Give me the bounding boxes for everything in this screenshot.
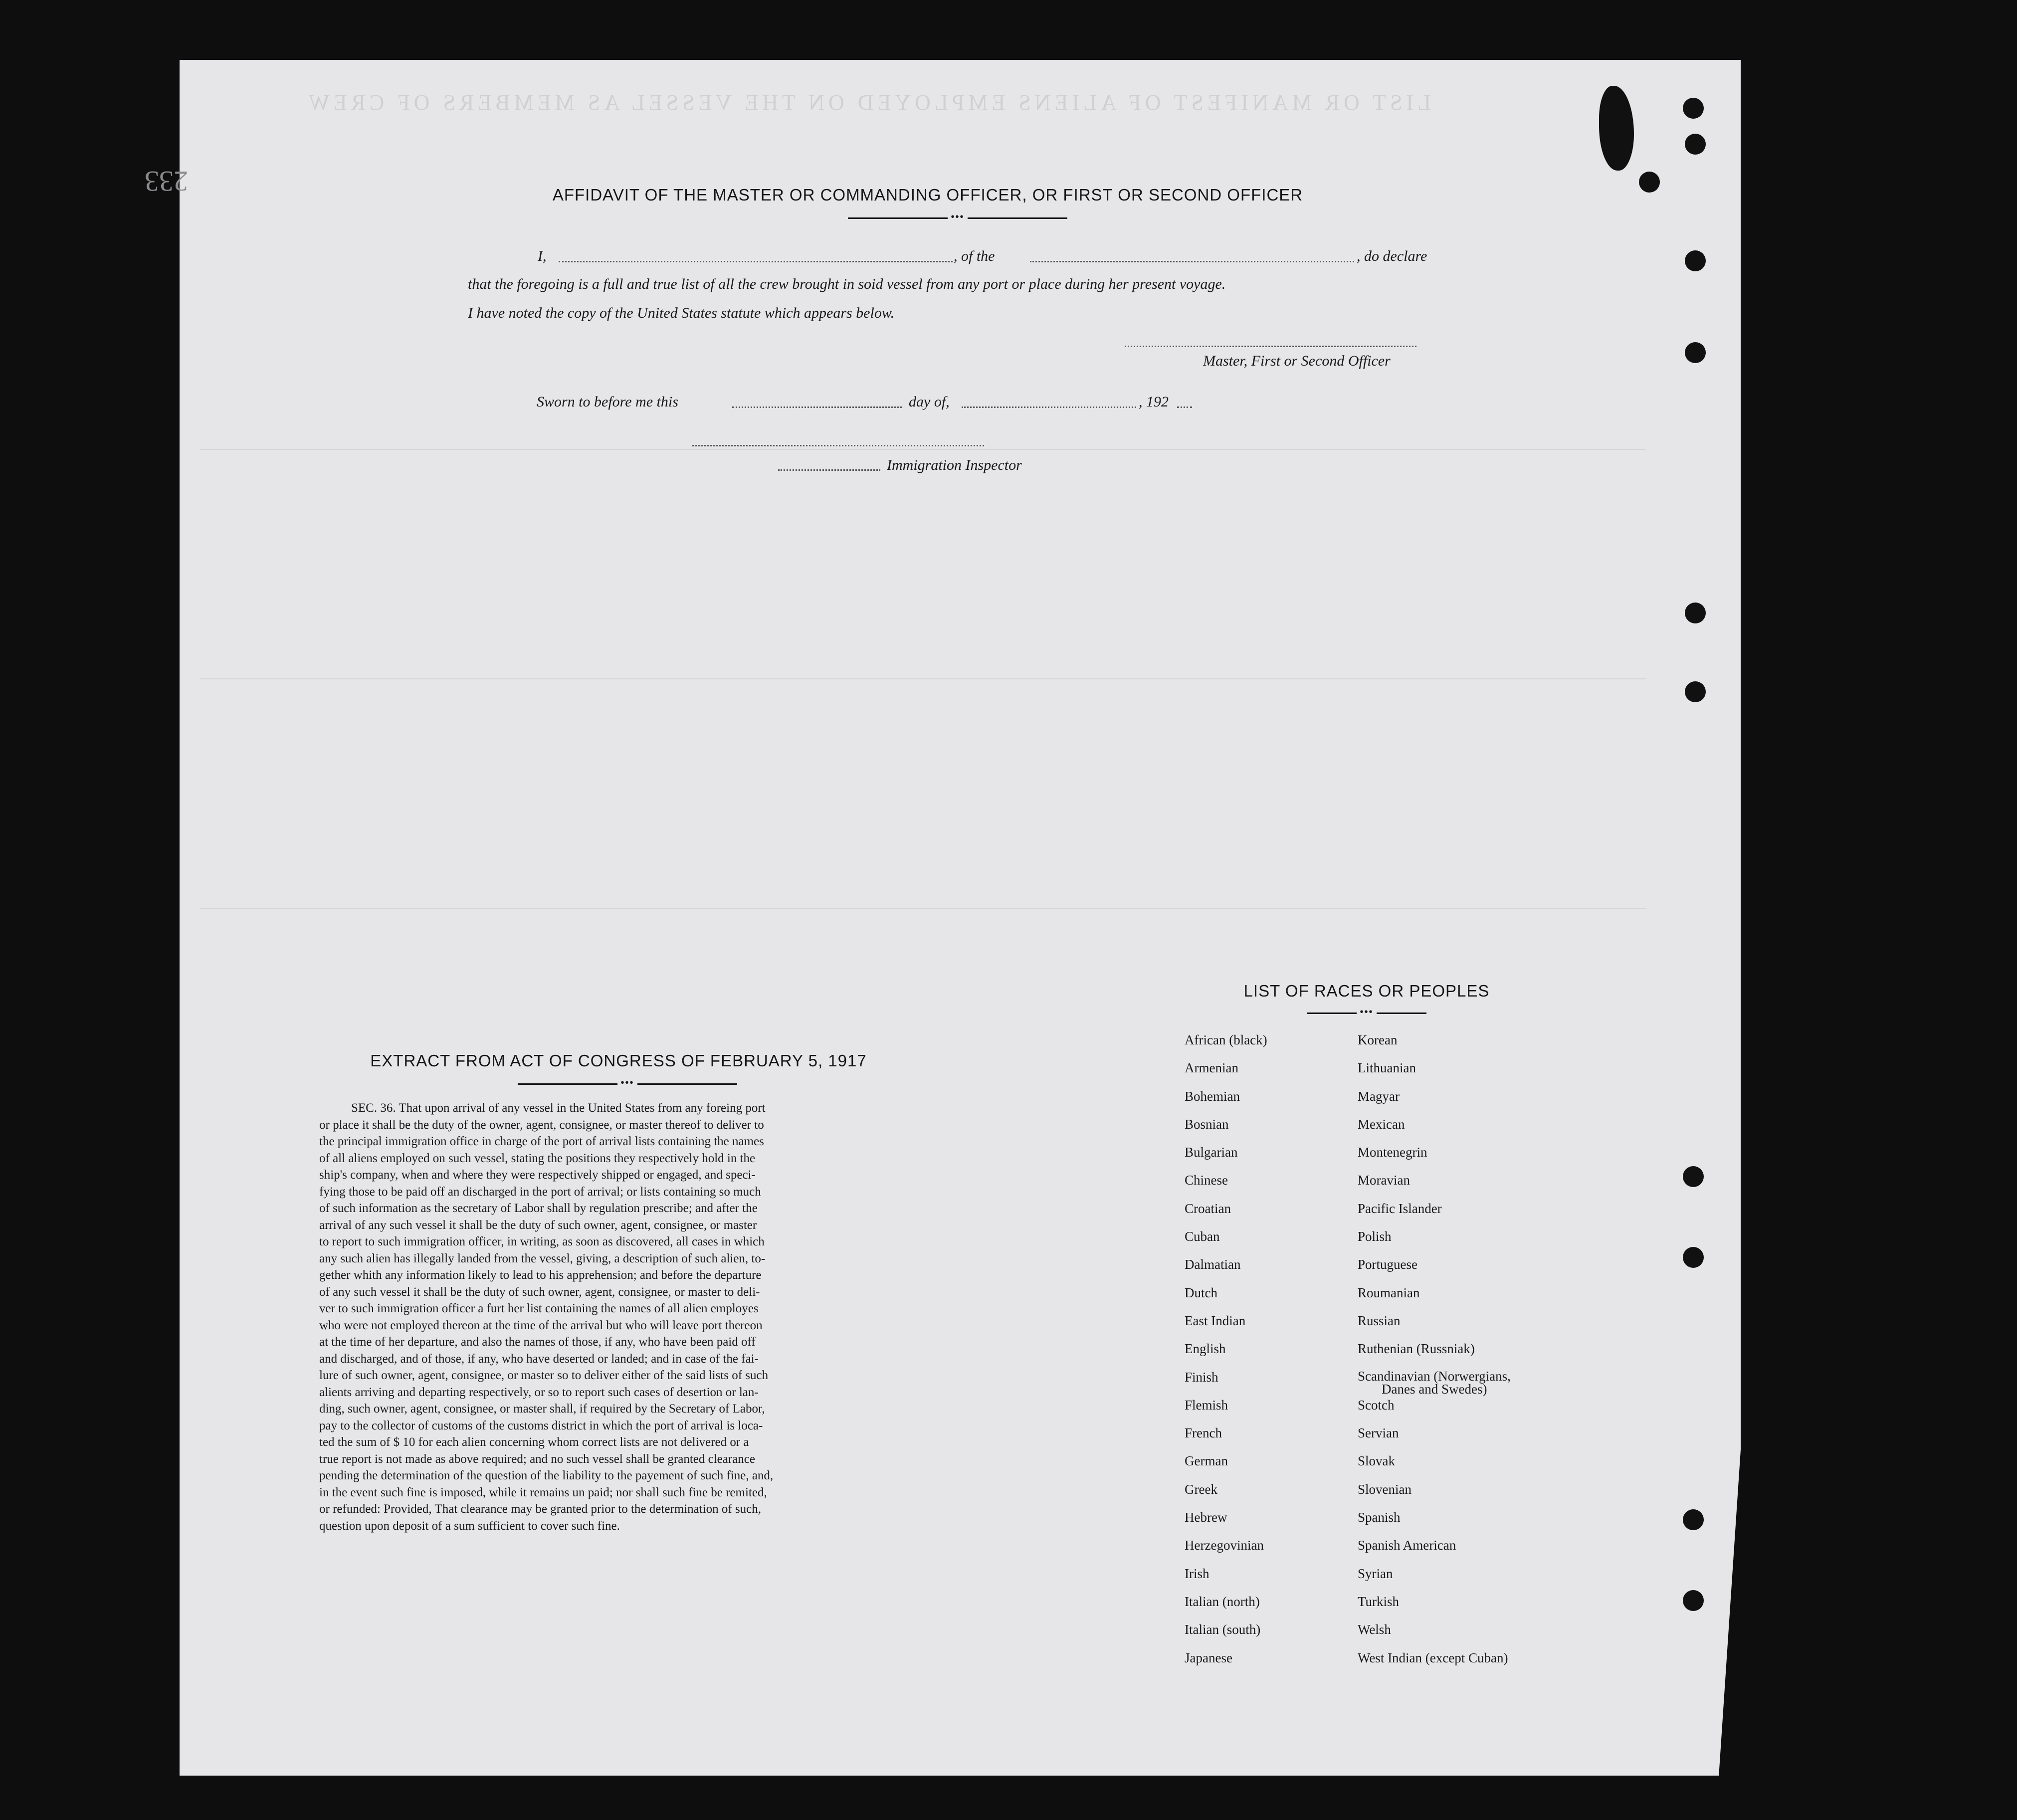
- extract-body: [319, 1100, 910, 1534]
- race-item: Italian (south): [1185, 1622, 1261, 1637]
- sworn-prefix: Sworn to before me this: [537, 394, 678, 410]
- race-item: Welsh: [1358, 1622, 1391, 1637]
- race-item: Portuguese: [1358, 1257, 1417, 1272]
- race-item: Turkish: [1358, 1594, 1400, 1609]
- race-item: Magyar: [1358, 1088, 1400, 1104]
- race-item: Hebrew: [1185, 1510, 1227, 1525]
- race-item: French: [1185, 1425, 1222, 1441]
- master-signature-field[interactable]: [1125, 346, 1416, 347]
- master-signature-label: Master, First or Second Officer: [1203, 353, 1391, 369]
- extract-line: of any such vessel it shall be the duty of such owner, agent, consignee, or master to deli-: [319, 1285, 760, 1299]
- sworn-month-field[interactable]: [962, 406, 1136, 408]
- race-item: African (black): [1185, 1032, 1267, 1047]
- extract-line: who were not employed thereon at the time of the arrival but who will leave port thereon: [319, 1318, 763, 1332]
- affidavit-title: AFFIDAVIT OF THE MASTER OR COMMANDING OFFICER, OR FIRST OR SECOND OFFICER: [552, 186, 1303, 204]
- extract-line: fying those to be paid off an discharged in the port of arrival; or lists containing so much: [319, 1185, 761, 1199]
- extract-line: in the event such fine is imposed, while it remains un paid; nor shall such fine be remited,: [319, 1485, 767, 1499]
- race-item: Pacific Islander: [1358, 1201, 1442, 1216]
- race-item: Slovenian: [1358, 1481, 1412, 1497]
- faint-rule: [200, 908, 1646, 909]
- race-item: Ruthenian (Russniak): [1358, 1341, 1475, 1357]
- extract-line: and discharged, and of those, if any, who have deserted or landed; and in case of the fai-: [319, 1352, 759, 1366]
- race-item: Mexican: [1358, 1116, 1405, 1132]
- affidavit-declare-label: , do declare: [1357, 248, 1427, 264]
- affidavit-statute-note: I have noted the copy of the United States statute which appears below.: [468, 305, 895, 321]
- binder-hole: [1685, 134, 1706, 155]
- race-item: Slovak: [1358, 1453, 1396, 1469]
- extract-line: ver to such immigration officer a furt her list containing the names of all alien employes: [319, 1302, 759, 1315]
- sworn-year-label: , 192: [1139, 394, 1169, 410]
- inspector-signature-field[interactable]: [778, 469, 880, 471]
- race-item: Armenian: [1185, 1060, 1238, 1076]
- race-item: Scotch: [1358, 1397, 1395, 1413]
- extract-line: true report is not made as above required; and no such vessel shall be granted clearance: [319, 1452, 755, 1466]
- race-item: Roumanian: [1358, 1285, 1420, 1300]
- race-item: Lithuanian: [1358, 1060, 1416, 1076]
- races-right-column: [1358, 1032, 1511, 1678]
- race-item: German: [1185, 1453, 1228, 1469]
- race-item: East Indian: [1185, 1313, 1246, 1328]
- race-item-continuation: Danes and Swedes): [1382, 1381, 1487, 1397]
- race-item: Spanish: [1358, 1510, 1401, 1525]
- page-number: 233: [145, 165, 188, 198]
- extract-line: ding, such owner, agent, consignee, or master shall, if required by the Secretary of Labor,: [319, 1402, 765, 1416]
- race-item: Cuban: [1185, 1229, 1220, 1244]
- race-item: Dalmatian: [1185, 1257, 1241, 1272]
- extract-line: of all aliens employed on such vessel, stating the positions they respectively hold in the: [319, 1151, 756, 1165]
- binder-hole: [1683, 98, 1704, 119]
- race-item-scandinavian: [1358, 1370, 1511, 1398]
- extract-line: pay to the collector of customs of the customs district in which the port of arrival is loca-: [319, 1418, 763, 1432]
- binder-hole: [1685, 342, 1706, 363]
- affidavit-i-label: I,: [538, 248, 547, 264]
- extract-line: the principal immigration office in charge of the port of arrival lists containing the names: [319, 1135, 764, 1148]
- extract-line: SEC. 36. That upon arrival of any vessel in the United States from any foreing port: [351, 1101, 766, 1115]
- binder-hole: [1683, 1509, 1704, 1530]
- inspector-signature-field[interactable]: [692, 445, 984, 446]
- race-item: Herzegovinian: [1185, 1538, 1264, 1553]
- extract-line: at the time of her departure, and also the names of those, if any, who have been paid off: [319, 1335, 756, 1349]
- binder-hole: [1683, 1166, 1704, 1187]
- extract-line: or place it shall be the duty of the owner, agent, consignee, or master thereof to deliver to: [319, 1118, 764, 1132]
- race-item: English: [1185, 1341, 1226, 1357]
- race-item: Croatian: [1185, 1201, 1231, 1216]
- binder-hole: [1683, 1247, 1704, 1268]
- affidavit-of-the-label: , of the: [954, 248, 995, 264]
- extract-line: question upon deposit of a sum sufficient to cover such fine.: [319, 1519, 620, 1533]
- race-item: Spanish American: [1358, 1538, 1456, 1553]
- faint-rule: [200, 678, 1646, 679]
- extract-line: alients arriving and departing respectively, or so to report such cases of desertion or lan-: [319, 1385, 759, 1399]
- sworn-year-field[interactable]: [1177, 406, 1192, 408]
- race-item: Montenegrin: [1358, 1145, 1427, 1160]
- inspector-label: Immigration Inspector: [887, 457, 1022, 473]
- race-item: Servian: [1358, 1425, 1399, 1441]
- binder-hole: [1683, 1590, 1704, 1611]
- race-item: Irish: [1185, 1566, 1210, 1581]
- race-item: Bulgarian: [1185, 1145, 1238, 1160]
- race-item: Italian (north): [1185, 1594, 1260, 1609]
- extract-line: lure of such owner, agent, consignee, or master so to deliver either of the said lists of such: [319, 1369, 769, 1382]
- race-item: Dutch: [1185, 1285, 1217, 1300]
- race-item: Japanese: [1185, 1650, 1232, 1665]
- race-item: Chinese: [1185, 1173, 1228, 1188]
- binder-hole: [1685, 250, 1706, 271]
- extract-line: to report to such immigration officer, in writing, as soon as discovered, all cases in which: [319, 1235, 765, 1248]
- race-item: Korean: [1358, 1032, 1398, 1047]
- race-item: Finish: [1185, 1369, 1218, 1385]
- race-item: Russian: [1358, 1313, 1401, 1328]
- race-item: West Indian (except Cuban): [1358, 1650, 1508, 1665]
- extract-line: any such alien has illegally landed from the vessel, giving, a description of such alien, to-: [319, 1251, 766, 1265]
- sworn-day-field[interactable]: [732, 406, 902, 408]
- extract-line: arrival of any such vessel it shall be the duty of such owner, agent, consignee, or master: [319, 1218, 757, 1232]
- races-title: LIST OF RACES OR PEOPLES: [1243, 982, 1490, 1000]
- extract-line: gether whith any information likely to lead to his apprehension; and before the departure: [319, 1268, 762, 1282]
- race-item: Syrian: [1358, 1566, 1393, 1581]
- sworn-day-of-label: day of,: [909, 394, 950, 410]
- binder-hole: [1685, 681, 1706, 702]
- affidavit-statement: that the foregoing is a full and true list of all the crew brought in soid vessel from any port or place during her present voyage.: [468, 276, 1226, 292]
- extract-line: or refunded: Provided, That clearance may be granted prior to the determination of such,: [319, 1502, 762, 1516]
- faint-reverse-heading: LIST OR MANIFEST OF ALIENS EMPLOYED ON THE VESSEL AS MEMBERS OF CREW: [305, 90, 1431, 115]
- extract-line: pending the determination of the question of the liability to the payement of such fine, and,: [319, 1469, 774, 1482]
- extract-line: of such information as the secretary of Labor shall by regulation prescribe; and after the: [319, 1202, 758, 1215]
- faint-rule: [200, 449, 1646, 450]
- extract-title: EXTRACT FROM ACT OF CONGRESS OF FEBRUARY 5, 1917: [370, 1051, 867, 1070]
- master-name-field[interactable]: [559, 261, 953, 262]
- race-item-label: Scandinavian (Norwergians,: [1358, 1368, 1511, 1384]
- races-left-column: [1185, 1032, 1267, 1678]
- extract-line: ship's company, when and where they were respectively shipped or engaged, and speci-: [319, 1168, 756, 1182]
- binder-hole: [1639, 172, 1660, 193]
- extract-line: ted the sum of $ 10 for each alien concerning whom correct lists are not delivered or a: [319, 1435, 749, 1449]
- race-item: Bosnian: [1185, 1116, 1229, 1132]
- race-item: Polish: [1358, 1229, 1392, 1244]
- binder-hole: [1685, 603, 1706, 623]
- race-item: Bohemian: [1185, 1088, 1240, 1104]
- race-item: Flemish: [1185, 1397, 1228, 1413]
- race-item: Moravian: [1358, 1173, 1410, 1188]
- vessel-name-field[interactable]: [1030, 261, 1354, 262]
- race-item: Greek: [1185, 1481, 1217, 1497]
